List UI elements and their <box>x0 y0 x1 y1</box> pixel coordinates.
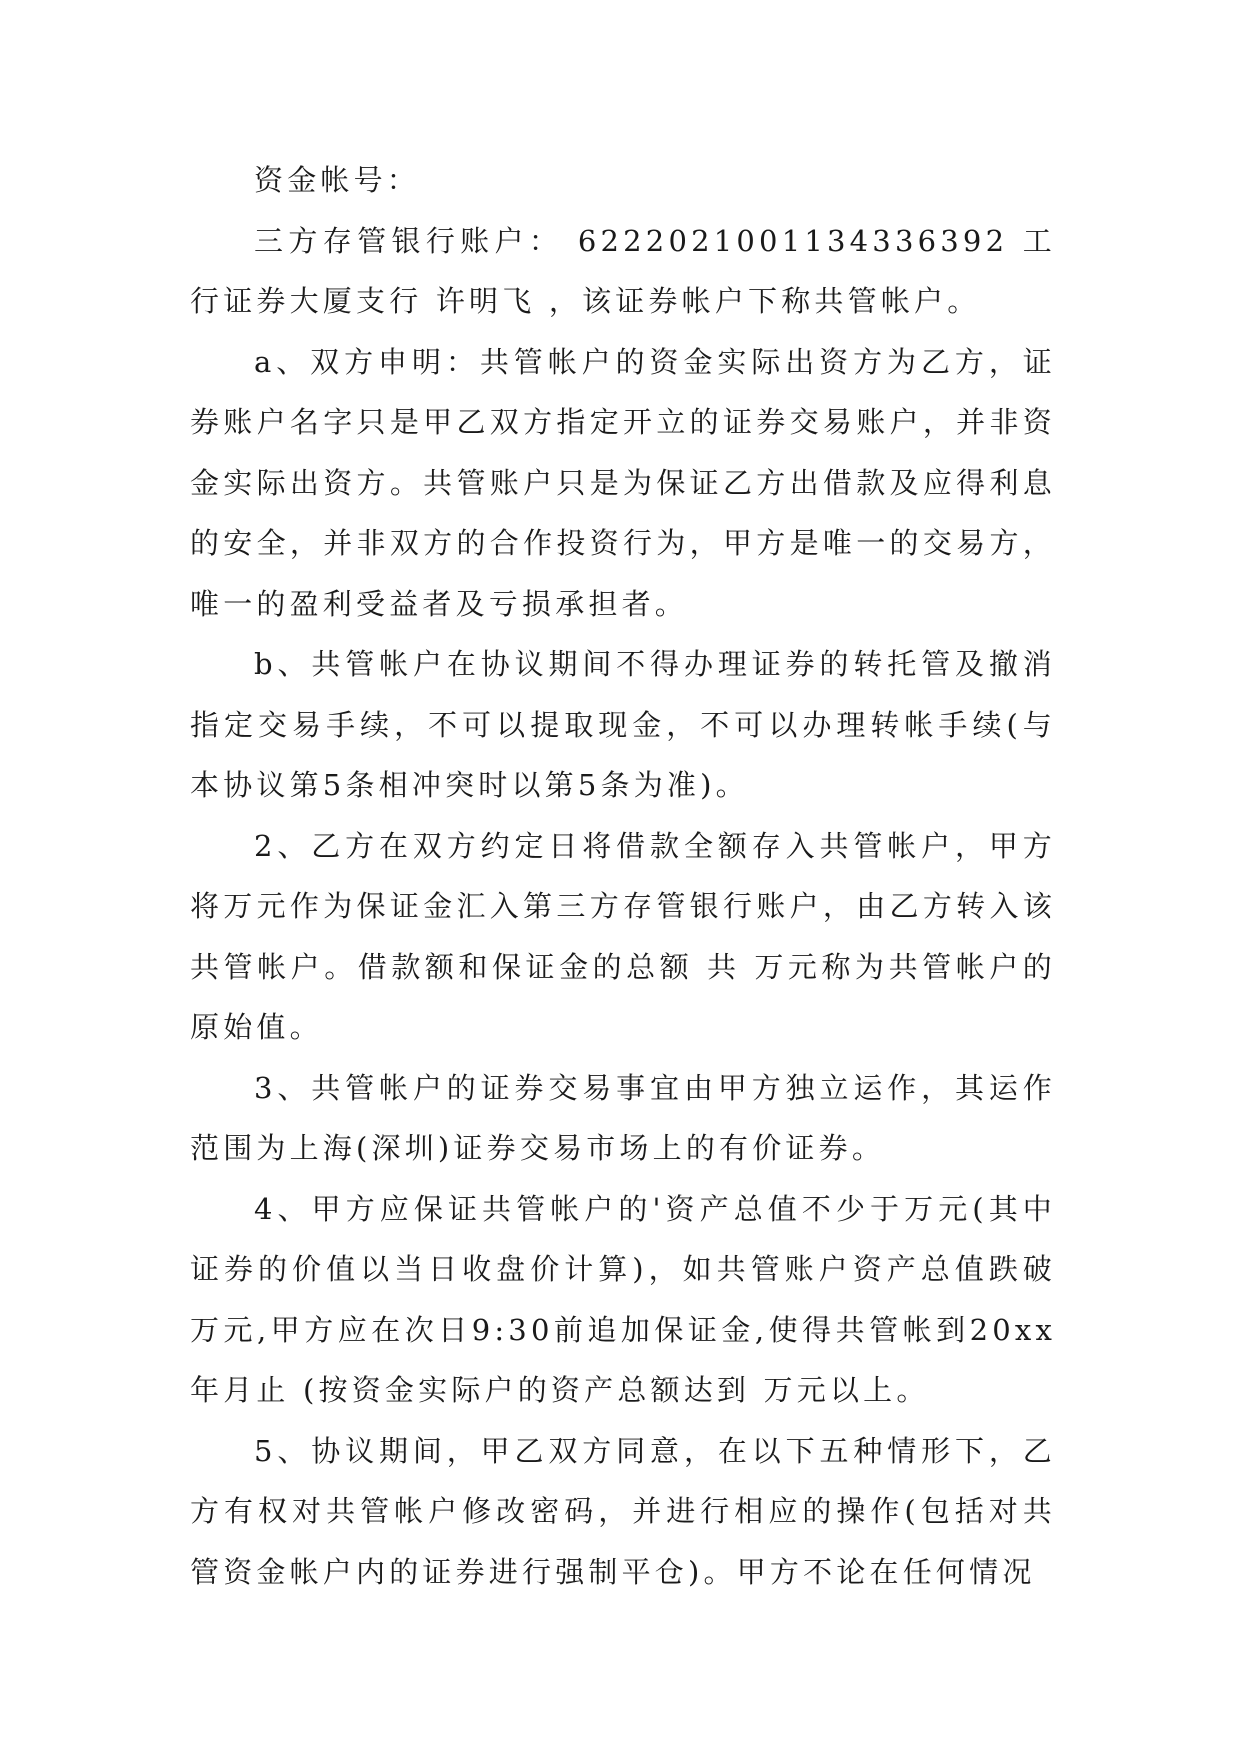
paragraph-clause-b: b、共管帐户在协议期间不得办理证券的转托管及撤消指定交易手续，不可以提取现金，不可以办理转帐手续(与本协议第5条相冲突时以第5条为准)。 <box>190 647 1056 802</box>
paragraph-clause-a: a、双方申明：共管帐户的资金实际出资方为乙方，证券账户名字只是甲乙双方指定开立的证券交易账户，并非资金实际出资方。共管账户只是为保证乙方出借款及应得利息的安全，并非双方的合作投资行为，甲方是唯一的交易方，唯一的盈利受益者及亏损承担者。 <box>190 344 1056 621</box>
paragraph-clause-3: 3、共管帐户的证券交易事宜由甲方独立运作，其运作范围为上海(深圳)证券交易市场上的有价证券。 <box>190 1070 1056 1165</box>
paragraph-clause-5: 5、协议期间，甲乙双方同意，在以下五种情形下，乙方有权对共管帐户修改密码，并进行相应的操作(包括对共管资金帐户内的证券进行强制平仓)。甲方不论在任何情况 <box>190 1433 1056 1589</box>
paragraph-custody-bank-account: 三方存管银行账户： 6222021001134336392 工行证券大厦支行 许明飞 ，该证券帐户下称共管帐户。 <box>190 223 1056 318</box>
document-page <box>190 150 1056 1602</box>
paragraph-clause-2: 2、乙方在双方约定日将借款全额存入共管帐户，甲方将万元作为保证金汇入第三方存管银行账户，由乙方转入该共管帐户。借款额和保证金的总额 共 万元称为共管帐户的原始值。 <box>190 828 1056 1044</box>
paragraph-fund-account: 资金帐号： <box>254 163 421 197</box>
paragraph-clause-4: 4、甲方应保证共管帐户的'资产总值不少于万元(其中证券的价值以当日收盘价计算)，如共管账户资产总值跌破万元,甲方应在次日9:30前追加保证金,使得共管帐到20xx年月止 (按资金实际户的资产总额达到 万元以上。 <box>190 1191 1056 1407</box>
